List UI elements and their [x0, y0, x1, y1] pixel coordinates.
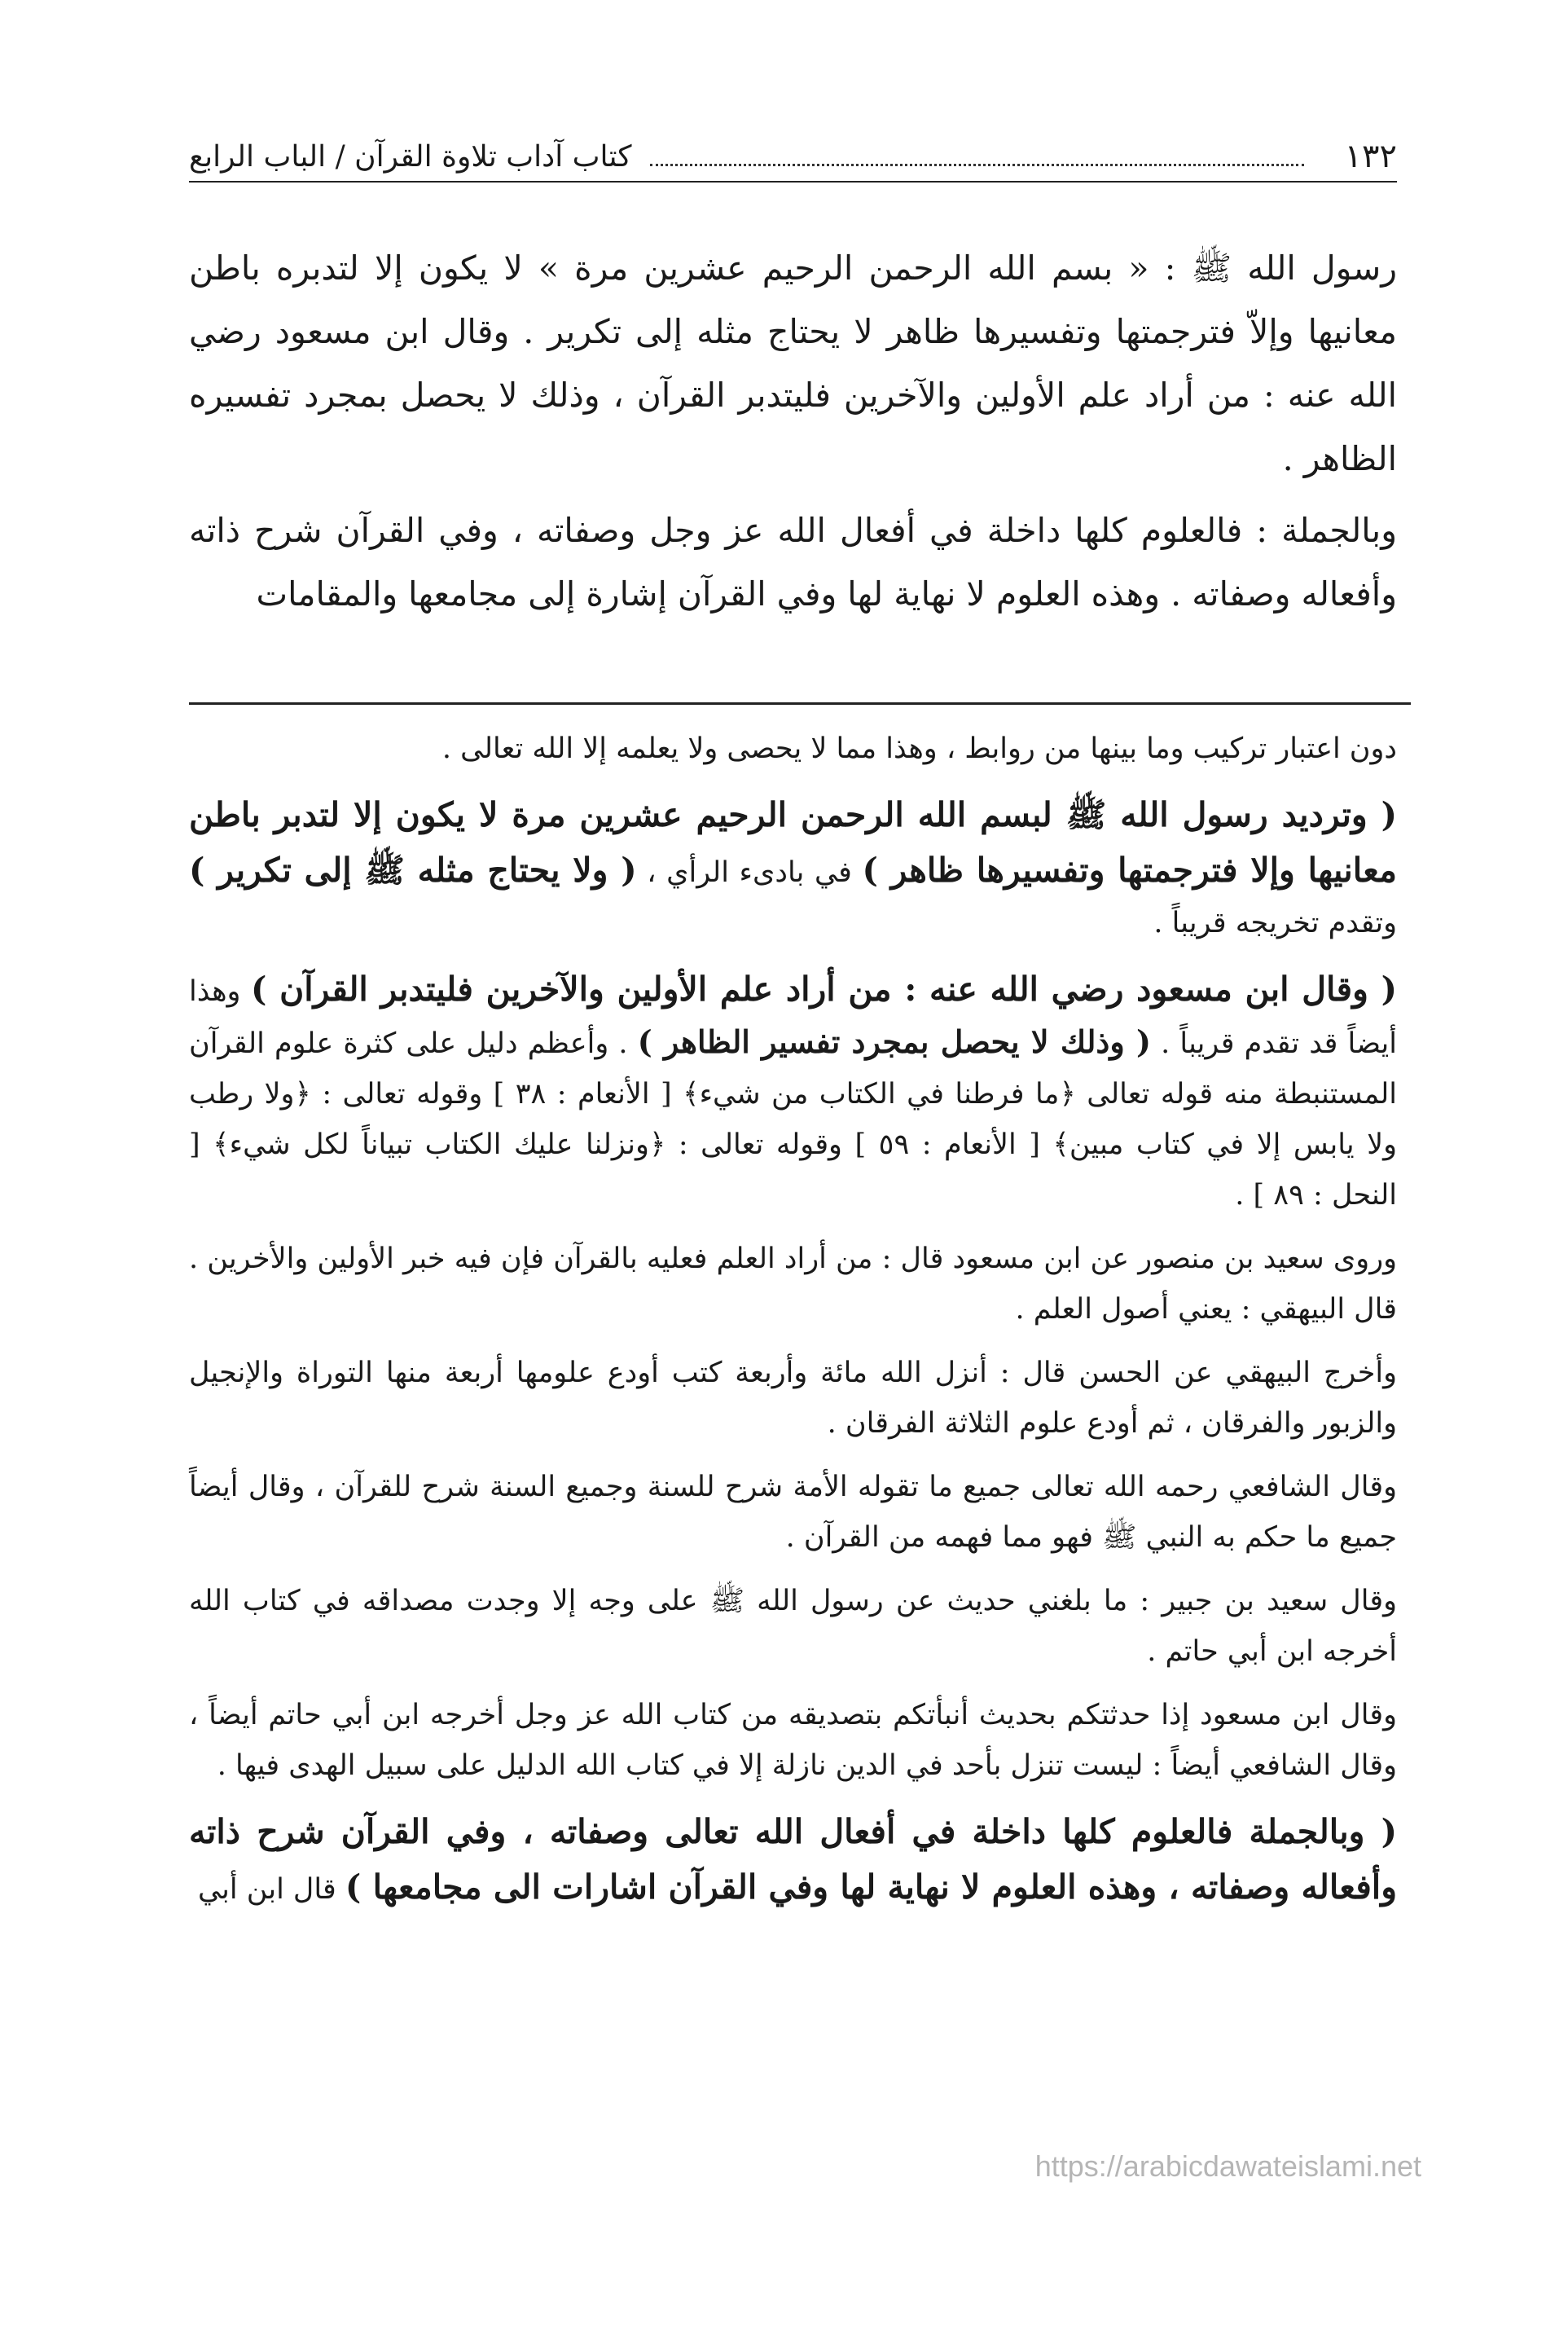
quoted-text: ( وذلك لا يحصل بمجرد تفسير الظاهر ) [637, 1023, 1151, 1060]
commentary-paragraph-7: وقال سعيد بن جبير : ما بلغني حديث عن رسول الله ﷺ على وجه إلا وجدت مصداقه في كتاب الله أخرجه ابن أبي حاتم . [189, 1585, 1397, 1668]
page-number: ١٣٢ [1344, 138, 1397, 175]
commentary-paragraph-4: وروى سعيد بن منصور عن ابن مسعود قال : من أراد العلم فعليه بالقرآن فإن فيه خبر الأولين والأخرين . قال البيهقي : يعني أصول العلم . [189, 1243, 1397, 1326]
main-text [189, 236, 1397, 634]
commentary-text: وتقدم تخريجه قريباً . [1153, 907, 1397, 939]
quoted-text: ( وترديد رسول الله ﷺ لبسم الله الرحمن الرحيم عشرين مرة لا يكون إلا لتدبر باطن معانيها وإلا فترجمتها وتفسيرها ظاهر ) [189, 795, 1397, 890]
commentary-paragraph-2 [189, 787, 1397, 948]
page-header [189, 132, 1397, 183]
quoted-text: ( وبالجملة فالعلوم كلها داخلة في أفعال الله تعالى وصفاته ، وفي القرآن شرح ذاته وأفعاله وصفاته ، وهذه العلوم لا نهاية لها وفي القرآن اشارات الى مجامعها ) [189, 1812, 1397, 1907]
commentary-paragraph-1: دون اعتبار تركيب وما بينها من روابط ، وهذا مما لا يحصى ولا يعلمه إلا الله تعالى . [441, 732, 1397, 765]
running-title: كتاب آداب تلاوة القرآن / الباب الرابع [189, 139, 632, 174]
watermark-url: https://arabicdawateislami.net [1034, 2149, 1421, 2183]
commentary-text: وهذا أيضاً قد تقدم قريباً . [189, 975, 1398, 1060]
commentary-paragraph-8: وقال ابن مسعود إذا حدثتكم بحديث أنبأتكم بتصديقه من كتاب الله عز وجل أخرجه ابن أبي حاتم أيضاً ، وقال الشافعي أيضاً : ليست تنزل بأحد في الدين نازلة إلا في كتاب الله الدليل على سبيل الهدى فيها . [189, 1699, 1397, 1782]
quoted-text: ( ولا يحتاج مثله ﷺ إلى تكرير ) [189, 851, 637, 890]
header-dotted-leader [650, 164, 1304, 166]
footnote-divider [189, 702, 1411, 705]
commentary-paragraph-3 [189, 961, 1397, 1221]
main-paragraph-1: رسول الله ﷺ : « بسم الله الرحمن الرحيم عشرين مرة » لا يكون إلا لتدبره باطن معانيها وإلاّ فترجمتها وتفسيرها ظاهر لا يحتاج مثله إلى تكرير . وقال ابن مسعود رضي الله عنه : من أراد علم الأولين والآخرين فليتدبر القرآن ، وذلك لا يحصل بمجرد تفسيره الظاهر . [189, 249, 1397, 478]
commentary-paragraph-6: وقال الشافعي رحمه الله تعالى جميع ما تقوله الأمة شرح للسنة وجميع السنة شرح للقرآن ، وقال أيضاً جميع ما حكم به النبي ﷺ فهو مما فهمه من القرآن . [189, 1471, 1397, 1554]
commentary-paragraph-5: وأخرج البيهقي عن الحسن قال : أنزل الله مائة وأربعة كتب أودع علومها أربعة منها التوراة والإنجيل والزبور والفرقان ، ثم أودع علوم الثلاثة الفرقان . [189, 1357, 1397, 1440]
commentary-text: في بادىء الرأي ، [636, 856, 863, 889]
commentary-paragraph-9 [189, 1804, 1397, 1915]
commentary-text: قال ابن أبي [197, 1873, 345, 1906]
commentary-section [189, 724, 1397, 1928]
quoted-text: ( وقال ابن مسعود رضي الله عنه : من أراد علم الأولين والآخرين فليتدبر القرآن ) [251, 970, 1397, 1009]
main-paragraph-2: وبالجملة : فالعلوم كلها داخلة في أفعال الله عز وجل وصفاته ، وفي القرآن شرح ذاته وأفعاله وصفاته . وهذه العلوم لا نهاية لها وفي القرآن إشارة إلى مجامعها والمقامات [189, 511, 1397, 614]
commentary-text: . وأعظم دليل على كثرة علوم القرآن المستنبطة منه قوله تعالى ﴿ما فرطنا في الكتاب من شيء﴾ [ الأنعام : ٣٨ ] وقوله تعالى : ﴿ولا رطب ولا يابس إلا في كتاب مبين﴾ [ الأنعام : ٥٩ ] وقوله تعالى : ﴿ونزلنا عليك الكتاب تبياناً لكل شيء﴾ [ النحل : ٨٩ ] . [189, 1027, 1397, 1212]
